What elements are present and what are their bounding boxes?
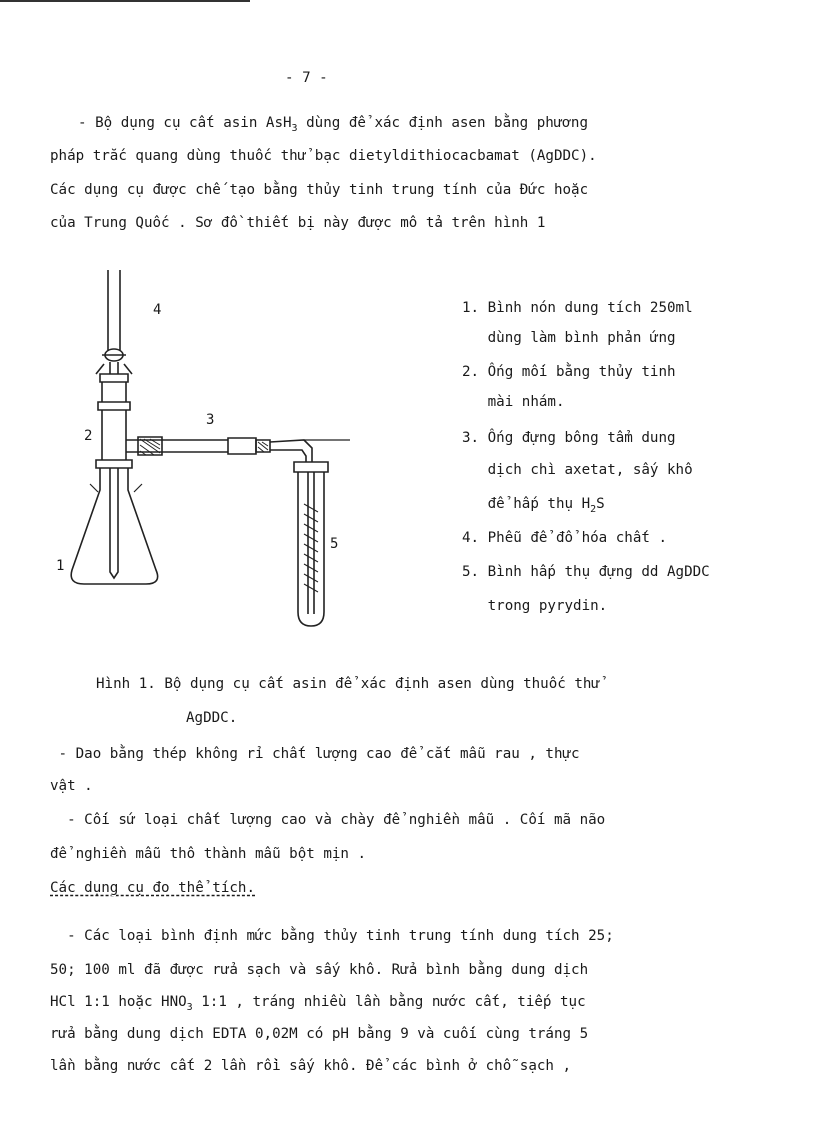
legend-9: 5. Bình hấp thụ đựng dd AgDDC [462, 564, 710, 580]
legend-8: 4. Phễu để đổ hóa chất . [462, 530, 667, 546]
label-4: 4 [153, 302, 162, 318]
top-rule [0, 0, 250, 2]
section-heading: Các dụng cụ đo thể tích. [50, 880, 255, 896]
label-2: 2 [84, 428, 93, 444]
page-number: - 7 - [285, 70, 328, 86]
label-5: 5 [330, 536, 339, 552]
legend-5: 3. Ống đựng bông tẩm dung [462, 430, 676, 446]
legend-6: dịch chì axetat, sấy khô [462, 462, 693, 478]
ground-joint [100, 374, 128, 382]
final-line-5: lần bằng nước cất 2 lần rồi sấy khô. Để các bình ở chỗ sạch , [50, 1058, 572, 1074]
body-line-4: để nghiền mẫu thô thành mẫu bột mịn . [50, 846, 367, 862]
final-line-3: HCl 1:1 hoặc $HNO_3$ 1:1 , tráng nhiều lần bằng nước cất, tiếp tục [50, 994, 586, 1013]
legend-3: 2. Ống mối bằng thủy tinh [462, 364, 676, 380]
body-line-1: - Dao bằng thép không rỉ chất lượng cao để cắt mẫu rau , thực [50, 746, 580, 762]
legend-1: 1. Bình nón dung tích 250ml [462, 300, 693, 316]
label-1: 1 [56, 558, 65, 574]
legend-10: trong pyrydin. [462, 598, 608, 614]
intro-line-3: Các dụng cụ được chế tạo bằng thủy tinh trung tính của Đức hoặc [50, 182, 589, 198]
conical-flask [71, 468, 157, 584]
legend-4: mài nhám. [462, 394, 565, 410]
label-3: 3 [206, 412, 215, 428]
legend-2: dùng làm bình phản ứng [462, 330, 676, 346]
final-line-2: 50; 100 ml đã được rửa sạch và sấy khô. Rửa bình bằng dung dịch [50, 962, 589, 978]
figure-caption-1: Hình 1. Bộ dụng cụ cất asin để xác định asen dùng thuốc thử [96, 676, 600, 692]
absorber-top [294, 462, 328, 472]
intro-line-1: - Bộ dụng cụ cất asin AsH$_3$ dùng để xác định asen bằng phương [78, 115, 588, 134]
body-line-2: vật . [50, 778, 93, 794]
figure-caption-2: AgDDC. [186, 710, 238, 726]
intro-line-2: pháp trắc quang dùng thuốc thử bạc dietyldithiocacbamat (AgDDC). [50, 148, 597, 164]
legend-7: để hấp thụ $H_2S$ [462, 496, 605, 515]
intro-line-4: của Trung Quốc . Sơ đồ thiết bị này được mô tả trên hình 1 [50, 215, 546, 231]
final-line-1: - Các loại bình định mức bằng thủy tinh trung tính dung tích 25; [50, 928, 614, 944]
body-line-3: - Cối sứ loại chất lượng cao và chày để nghiền mẫu . Cối mã não [50, 812, 606, 828]
absorber-vessel [298, 484, 324, 626]
final-line-4: rửa bằng dung dịch EDTA 0,02M có pH bằng 9 và cuối cùng tráng 5 [50, 1026, 589, 1042]
funnel-tube [108, 270, 120, 350]
apparatus-diagram [50, 262, 380, 637]
